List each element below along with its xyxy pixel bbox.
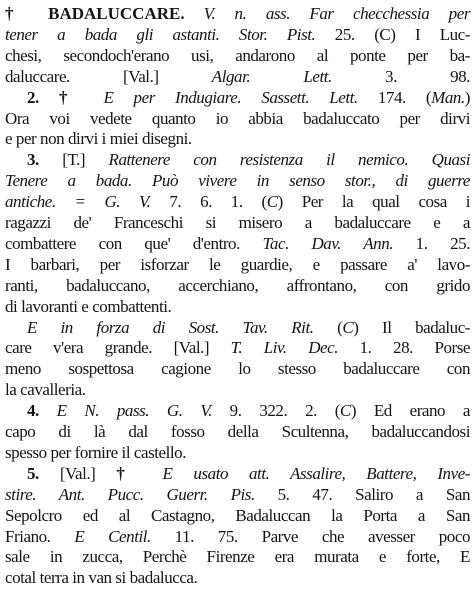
text-segment: 2. † <box>27 87 104 107</box>
text-segment: Tenere a bada. Può vivere in senso stor., di guerre <box>5 171 470 191</box>
text-segment: C <box>342 317 354 337</box>
text-segment: 3. 98. <box>331 66 470 86</box>
text-segment: C <box>339 401 351 421</box>
text-segment: I barbari, per isforzar le guardie, e passare a' lavo- <box>5 254 470 274</box>
text-segment: chesi, secondoch'erano usi, andarono al ponte per ba- <box>5 45 470 65</box>
text-segment: [Val.] <box>59 463 117 483</box>
text-segment: 11. 75. Parve che avesser poco <box>150 526 470 546</box>
text-segment: ( <box>313 317 343 337</box>
text-segment: capo di là dal fosso della Scultenna, badaluccandosi <box>5 422 470 441</box>
text-segment: T. Liv. Dec. <box>230 338 339 358</box>
text-segment: ) Ed erano a <box>350 401 470 421</box>
text-segment: la cavalleria. <box>5 380 86 400</box>
text-segment: Man. <box>431 87 465 107</box>
text-segment: E Centil. <box>74 526 151 546</box>
text-segment: e per non dirvi i miei disegni. <box>5 129 192 149</box>
text-segment: ragazzi de' Franceschi si misero a badaluccare e a <box>5 213 470 232</box>
text-segment: ) Per la qual cosa i <box>277 192 470 212</box>
text-segment: meno sospettosa cagione lo stesso badaluccare con <box>5 359 470 379</box>
text-segment: Sepolcro ed al Castagno, Badaluccan la Porta a San <box>5 505 470 525</box>
text-segment: care v'era grande. [Val.] <box>5 338 231 358</box>
text-segment: C <box>266 192 278 212</box>
text-segment: E in forza di Sost. Tav. Rit. <box>27 317 314 337</box>
text-segment: V. n. ass. Far checchessia per <box>203 4 470 23</box>
text-segment: † <box>5 4 49 23</box>
text-segment: ) Il badaluc- <box>353 317 470 337</box>
text-segment: [T.] <box>62 150 109 170</box>
text-segment: Ora voi vedete quanto io abbia badaluccato per dirvi <box>5 108 470 128</box>
text-segment: Rattenere con resistenza il nemico. Quasi <box>108 150 470 170</box>
text-segment: Tac. Dav. Ann. <box>262 233 394 253</box>
text-segment: ) <box>464 87 470 107</box>
text-segment: 7. 6. 1. ( <box>150 192 267 212</box>
text-segment: 5. <box>27 463 60 483</box>
text-segment: E usato att. Assalire, Battere, Inve- <box>162 463 470 483</box>
text-segment: 5. 47. Saliro a San <box>254 484 471 504</box>
headword: BADALUCCARE <box>48 4 181 23</box>
dictionary-entry <box>5 4 470 597</box>
text-segment: 174. ( <box>357 87 432 107</box>
text-segment: . <box>180 4 204 23</box>
text-segment: 1. 25. <box>393 233 470 253</box>
text-segment: combattere con que' d'entro. <box>5 233 263 253</box>
text-segment: tener a bada gli astanti. Stor. Pist. <box>5 24 316 44</box>
text-segment: 4. <box>27 401 57 421</box>
text-segment: sale in zucca, Perchè Firenze era murata e forte, E <box>5 547 470 567</box>
text-segment: ranti, badaluccano, accerchiano, affrontano, con grido <box>5 275 470 295</box>
text-segment: daluccare. [Val.] <box>5 66 212 86</box>
text-segment: antiche. = G. V. <box>5 192 151 212</box>
text-segment: † <box>116 463 163 483</box>
text-segment: stire. Ant. Pucc. Guerr. Pis. <box>5 484 255 504</box>
text-segment: Friano. <box>5 526 75 546</box>
text-segment: E per Indugiare. Sassett. Lett. <box>103 87 358 107</box>
text-segment: 3. <box>27 150 63 170</box>
text-segment: cotal terra in van si badalucca. <box>5 568 198 588</box>
text-segment: 9. 322. 2. ( <box>211 401 340 421</box>
text-segment: E N. pass. G. V. <box>56 401 212 421</box>
text-segment: Algar. Lett. <box>211 66 332 86</box>
text-segment: 1. 28. Porse <box>338 338 470 358</box>
text-segment: spesso per fornire il castello. <box>5 442 187 462</box>
text-line <box>5 566 197 590</box>
text-segment: 25. (C) I Luc- <box>315 24 470 44</box>
text-segment: di lavoranti e combattenti. <box>5 296 172 316</box>
